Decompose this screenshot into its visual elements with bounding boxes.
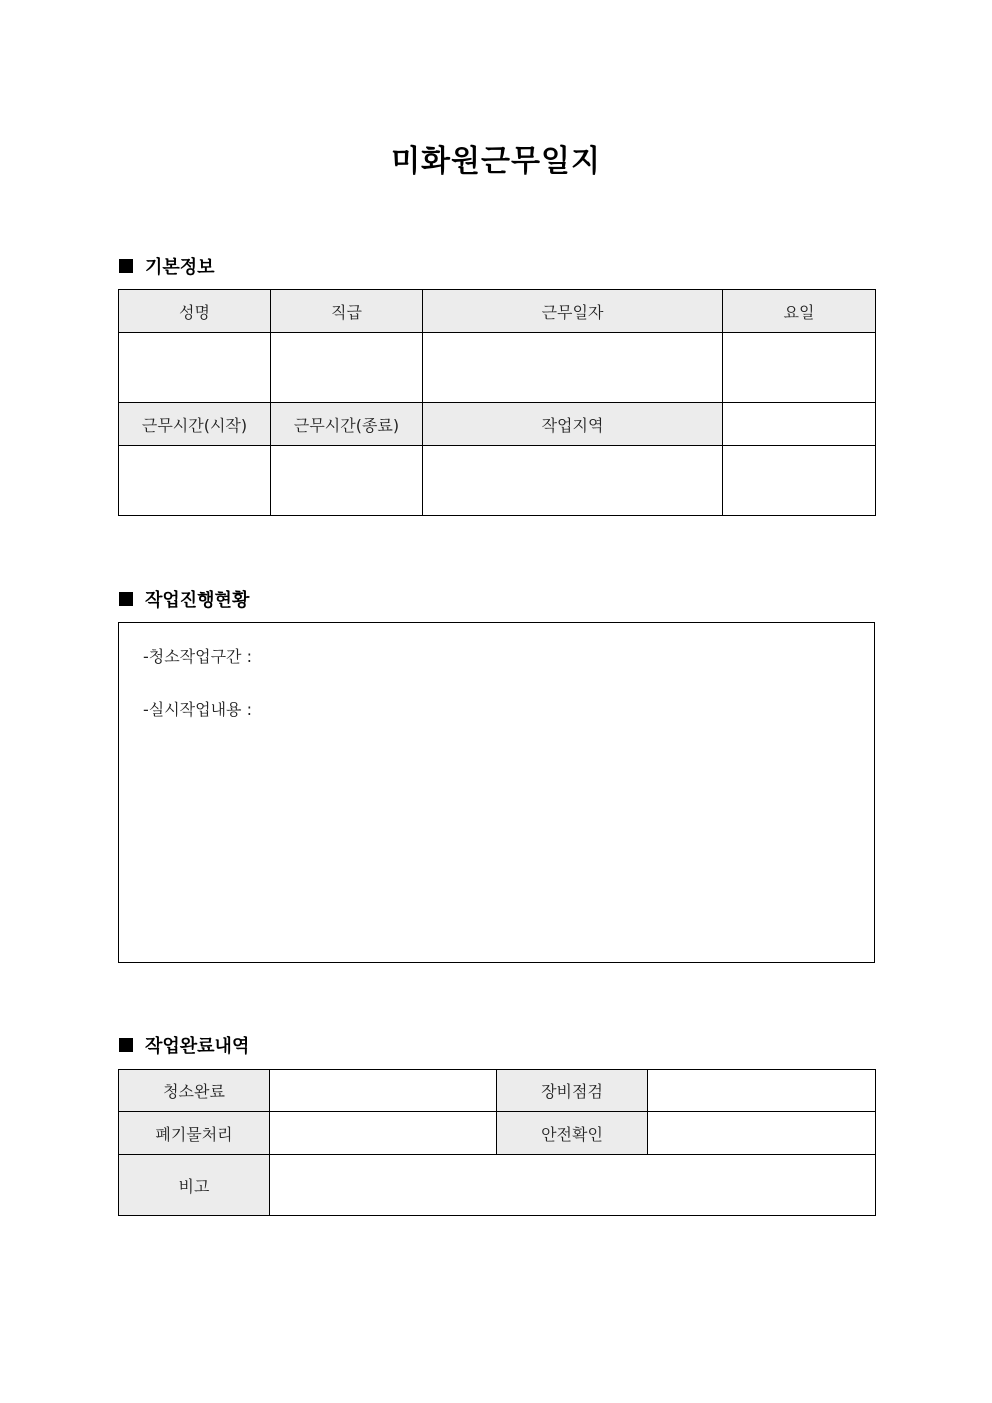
work-area-field[interactable]: [423, 446, 723, 516]
table-row: [119, 290, 876, 333]
section-heading-progress: [119, 586, 249, 612]
header-name: 성명: [119, 290, 271, 333]
safety-check-field[interactable]: [648, 1112, 876, 1155]
equipment-check-field[interactable]: [648, 1070, 876, 1112]
day-of-week-field[interactable]: [723, 333, 876, 403]
section-heading-label: 작업완료내역: [145, 1036, 250, 1057]
label-waste-disposal: 폐기물처리: [119, 1112, 270, 1155]
position-field[interactable]: [271, 333, 423, 403]
label-safety-check: 안전확인: [497, 1112, 648, 1155]
end-time-field[interactable]: [271, 446, 423, 516]
basic-info-table: [118, 289, 876, 516]
waste-disposal-field[interactable]: [270, 1112, 497, 1155]
header-end-time: 근무시간(종료): [271, 403, 423, 446]
header-day-of-week: 요일: [723, 290, 876, 333]
header-start-time: 근무시간(시작): [119, 403, 271, 446]
label-cleaning-complete: 청소완료: [119, 1070, 270, 1112]
table-row: [119, 403, 876, 446]
header-work-date: 근무일자: [423, 290, 723, 333]
square-bullet-icon: [119, 1038, 133, 1052]
cleaning-section-label: -청소작업구간 :: [143, 647, 252, 666]
section-heading-label: 기본정보: [145, 257, 215, 278]
document-title: 미화원근무일지: [391, 144, 601, 179]
table-row: [119, 446, 876, 516]
remarks-field[interactable]: [270, 1155, 876, 1216]
start-time-field[interactable]: [119, 446, 271, 516]
cleaning-complete-field[interactable]: [270, 1070, 497, 1112]
section-heading-label: 작업진행현황: [145, 590, 250, 611]
extra-field[interactable]: [723, 446, 876, 516]
work-date-field[interactable]: [423, 333, 723, 403]
name-field[interactable]: [119, 333, 271, 403]
work-content-line: [143, 697, 252, 720]
table-row: [119, 333, 876, 403]
header-position: 직급: [271, 290, 423, 333]
label-equipment-check: 장비점검: [497, 1070, 648, 1112]
section-heading-completion: [119, 1032, 249, 1058]
work-content-label: -실시작업내용 :: [143, 700, 252, 719]
completion-table: [118, 1069, 876, 1216]
cleaning-section-line: [143, 644, 252, 667]
section-heading-basic-info: [119, 253, 215, 279]
progress-box[interactable]: [118, 622, 875, 963]
square-bullet-icon: [119, 592, 133, 606]
table-row: [119, 1155, 876, 1216]
label-remarks: 비고: [119, 1155, 270, 1216]
extra-cell[interactable]: [723, 403, 876, 446]
table-row: [119, 1070, 876, 1112]
header-work-area: 작업지역: [423, 403, 723, 446]
table-row: [119, 1112, 876, 1155]
square-bullet-icon: [119, 259, 133, 273]
